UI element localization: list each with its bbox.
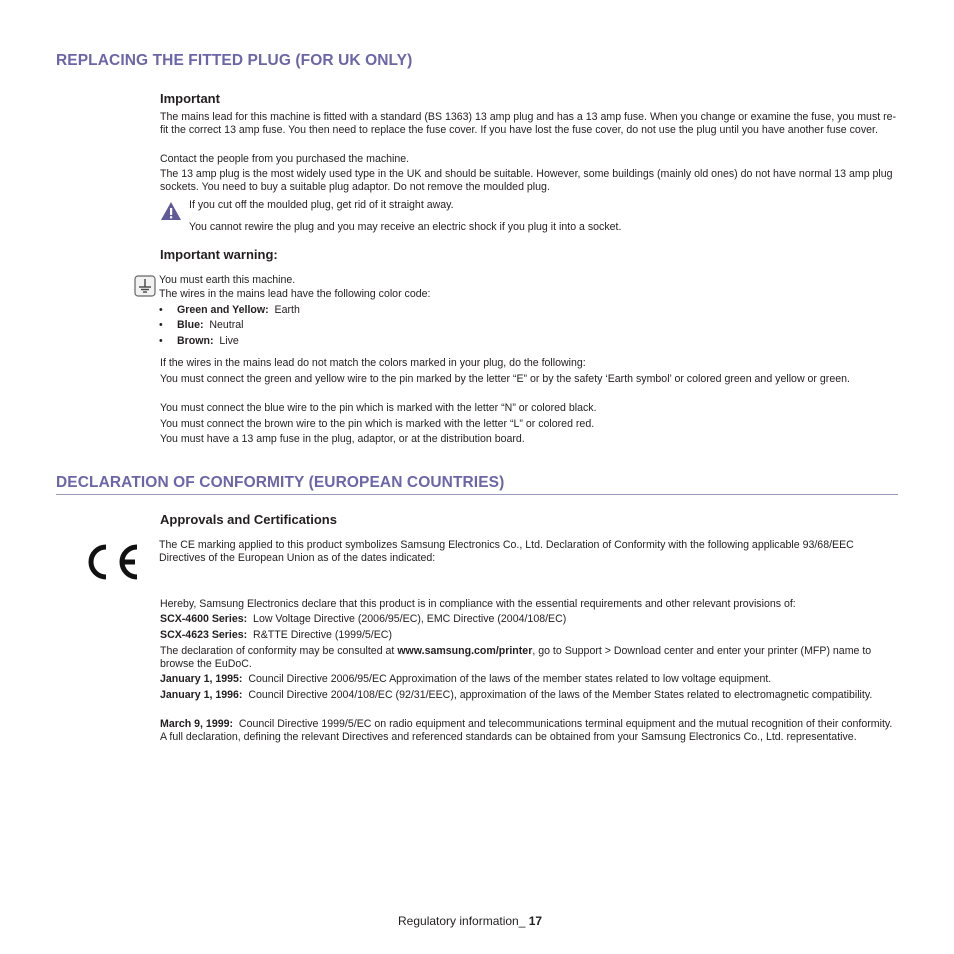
list-item	[159, 335, 239, 348]
samsung-printer-link[interactable]: www.samsung.com/printer	[397, 645, 533, 657]
wire-color-value: Live	[219, 335, 239, 347]
section-title-declaration: DECLARATION OF CONFORMITY (EUROPEAN COUNTRIES)	[56, 474, 505, 491]
series-1-line	[160, 613, 898, 626]
date-3-label: March 9, 1999:	[160, 718, 234, 730]
earth-line-2: The wires in the mains lead have the following color code:	[159, 288, 431, 300]
bullet-marker: •	[159, 319, 163, 331]
date-2-value: Council Directive 2004/108/EC (92/31/EEC), approximation of the laws of the Member States related to electromagnetic compatibility.	[248, 689, 873, 701]
earth-symbol-icon	[134, 275, 156, 302]
series-1-value: Low Voltage Directive (2006/95/EC), EMC Directive (2004/108/EC)	[253, 613, 567, 625]
approvals-heading: Approvals and Certifications	[160, 512, 337, 527]
date-1-value: Council Directive 2006/95/EC Approximation of the laws of the member states related to low voltage equipment.	[248, 673, 772, 685]
declaration-paragraph	[160, 645, 898, 671]
instruction-1: If the wires in the mains lead do not match the colors marked in your plug, do the following:	[160, 357, 586, 369]
caution-triangle-icon	[160, 200, 182, 227]
uk-plug-paragraph-2: Contact the people from you purchased the machine.	[160, 153, 410, 165]
bullet-marker: •	[159, 335, 163, 347]
declaration-text-pre: The declaration of conformity may be consulted at	[160, 645, 398, 657]
date-1-line	[160, 673, 898, 686]
date-3-value: Council Directive 1999/5/EC on radio equipment and telecommunications terminal equipment and the mutual recognition of their conformity. A full declaration, defining the relevant Directives and referenced standards can be obtained from your Samsung Electronics Co., Ltd. representative.	[160, 718, 893, 743]
caution-text-2: You cannot rewire the plug and you may receive an electric shock if you plug it into a socket.	[189, 221, 622, 233]
page-number: 17	[528, 914, 543, 928]
date-3-line	[160, 718, 898, 744]
bullet-marker: •	[159, 304, 163, 316]
list-item	[159, 319, 244, 332]
section-title-uk-plug: REPLACING THE FITTED PLUG (FOR UK ONLY)	[56, 52, 413, 69]
series-1-label: SCX-4600 Series:	[160, 613, 248, 625]
instruction-4: You must connect the brown wire to the pin which is marked with the letter “L” or colored red.	[160, 418, 595, 430]
wire-color-label: Brown:	[177, 335, 214, 347]
series-2-line	[160, 629, 898, 642]
series-2-value: R&TTE Directive (1999/5/EC)	[253, 629, 392, 641]
list-item	[159, 304, 300, 317]
section-divider	[56, 494, 898, 495]
hereby-paragraph: Hereby, Samsung Electronics declare that this product is in compliance with the essential requirements and other relevant provisions of:	[160, 598, 796, 610]
footer-label: Regulatory information_	[398, 914, 529, 928]
caution-text-1: If you cut off the moulded plug, get rid of it straight away.	[189, 199, 454, 211]
instruction-2: You must connect the green and yellow wire to the pin marked by the letter “E” or by the safety ‘Earth symbol’ or colored green and yellow or green.	[160, 373, 850, 385]
important-warning-heading: Important warning:	[160, 247, 278, 262]
date-1-label: January 1, 1995:	[160, 673, 243, 685]
date-2-label: January 1, 1996:	[160, 689, 243, 701]
instruction-3: You must connect the blue wire to the pin which is marked with the letter “N” or colored black.	[160, 402, 597, 414]
ce-paragraph: The CE marking applied to this product symbolizes Samsung Electronics Co., Ltd. Declaration of Conformity with the following applicable 93/68/EEC Directives of the European Union as of the dates indicated:	[159, 539, 854, 564]
series-2-label: SCX-4623 Series:	[160, 629, 248, 641]
date-2-line	[160, 689, 898, 702]
uk-plug-paragraph-1: The mains lead for this machine is fitted with a standard (BS 1363) 13 amp plug and has a 13 amp fuse. When you change or examine the fuse, you must re-fit the correct 13 amp fuse. You then need to replace the fuse cover. If you have lost the fuse cover, do not use the plug until you have another fuse cover.	[160, 111, 897, 136]
ce-mark-icon	[80, 541, 140, 588]
wire-color-label: Green and Yellow:	[177, 304, 269, 316]
uk-plug-paragraph-3: The 13 amp plug is the most widely used type in the UK and should be suitable. However, some buildings (mainly old ones) do not have normal 13 amp plug sockets. You need to buy a suitable plug adaptor. Do not remove the moulded plug.	[160, 168, 893, 193]
earth-line-1: You must earth this machine.	[159, 274, 296, 286]
important-heading: Important	[160, 91, 220, 106]
wire-color-value: Earth	[274, 304, 300, 316]
declaration-text-post: , go to Support > Download center and enter your printer (MFP) name to browse the EuDoC.	[160, 645, 872, 670]
wire-color-value: Neutral	[209, 319, 244, 331]
wire-color-label: Blue:	[177, 319, 204, 331]
page-footer	[398, 914, 542, 928]
instruction-5: You must have a 13 amp fuse in the plug, adaptor, or at the distribution board.	[160, 433, 525, 445]
